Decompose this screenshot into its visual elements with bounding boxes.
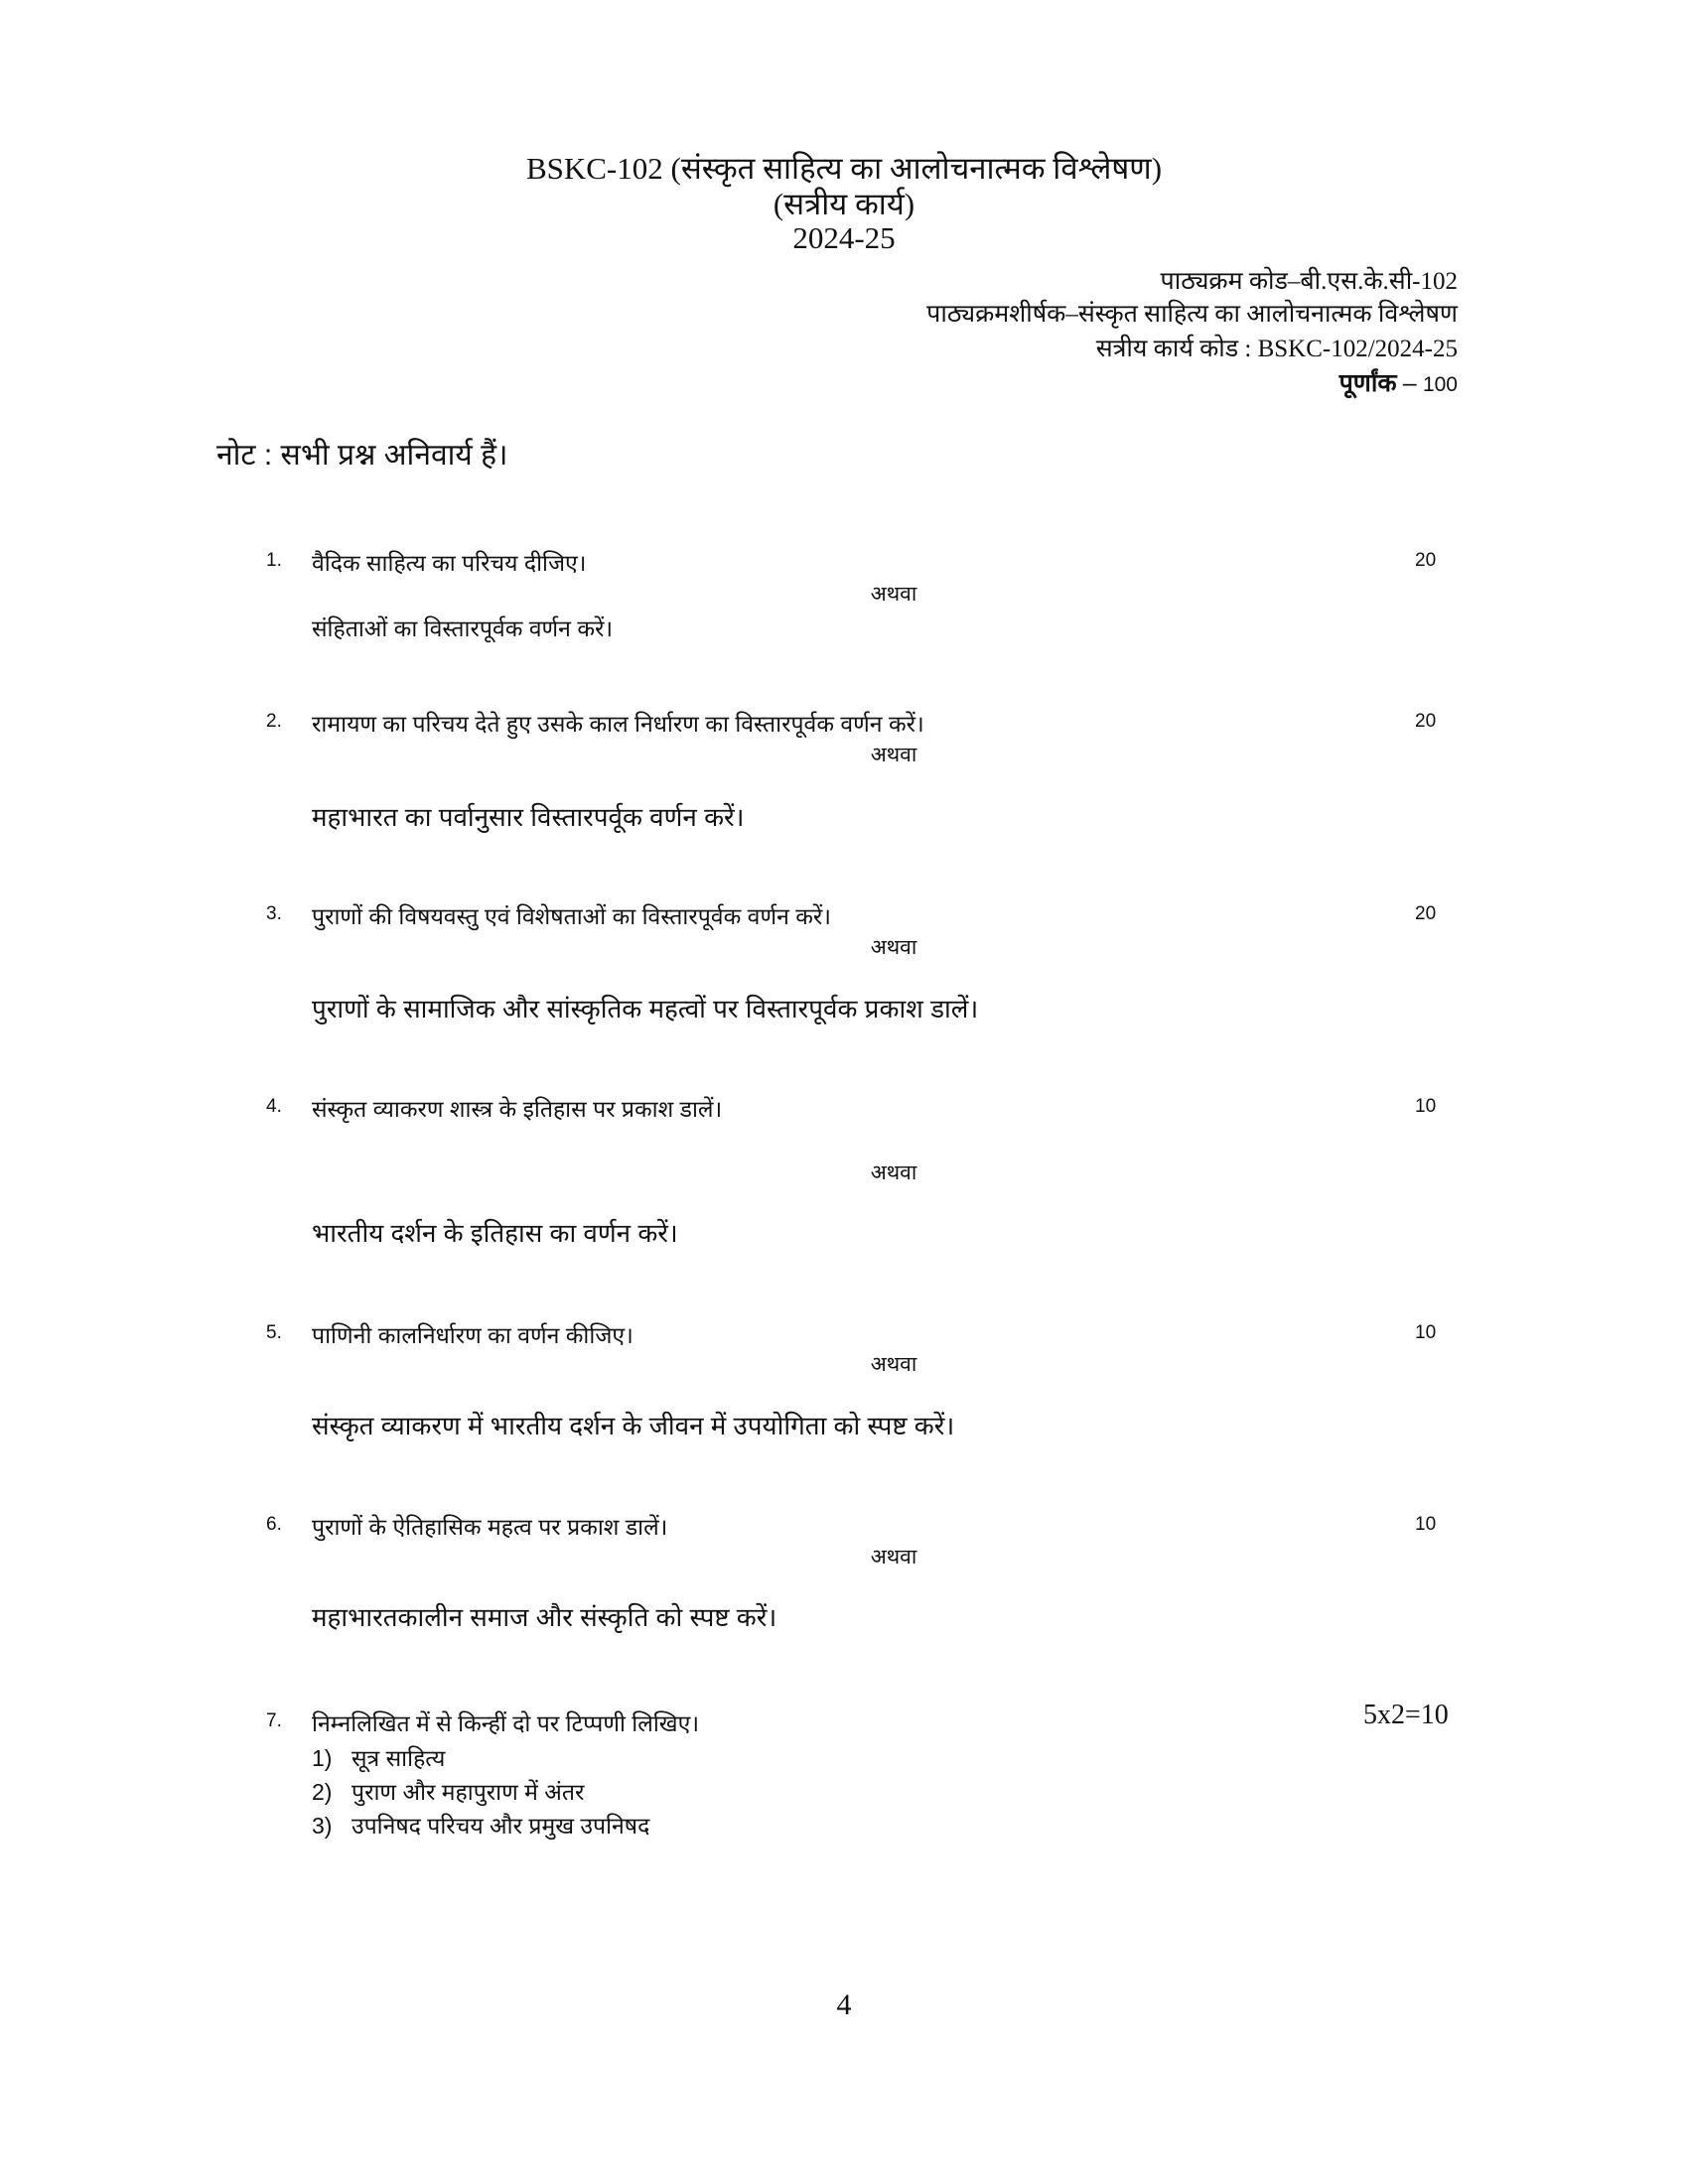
question-alternative: पुराणों के सामाजिक और सांस्कृतिक महत्वों पर विस्तारपूर्वक प्रकाश डालें। xyxy=(312,994,979,1024)
question-marks: 20 xyxy=(1415,550,1437,571)
question-text: पुराणों की विषयवस्तु एवं विशेषताओं का विस्तारपूर्वक वर्णन करें। xyxy=(312,903,832,929)
sub-item-text: पुराण और महापुराण में अंतर xyxy=(352,1779,585,1805)
question-number: 4. xyxy=(266,1096,282,1117)
question-text: पुराणों के ऐतिहासिक महत्व पर प्रकाश डालें। xyxy=(312,1514,668,1540)
question-number: 7. xyxy=(266,1710,282,1731)
question-alternative: भारतीय दर्शन के इतिहास का वर्णन करें। xyxy=(312,1218,678,1248)
question-marks: 5x2=10 xyxy=(1363,1700,1449,1730)
total-marks-label: पूर्णांक xyxy=(1338,369,1397,397)
question-text: संस्कृत व्याकरण शास्त्र के इतिहास पर प्रकाश डालें। xyxy=(312,1096,723,1122)
page-number: 4 xyxy=(836,1988,852,2021)
or-divider: अथवा xyxy=(870,1546,917,1569)
question-marks: 10 xyxy=(1415,1096,1437,1117)
question-number: 1. xyxy=(266,550,282,571)
course-title: पाठ्यक्रमशीर्षक–संस्कृत साहित्य का आलोचनात्मक विश्लेषण xyxy=(926,301,1458,328)
sub-item-number: 1) xyxy=(312,1745,333,1771)
course-code: पाठ्यक्रम कोड–बी.एस.के.सी-102 xyxy=(1160,268,1458,295)
question-number: 3. xyxy=(266,903,282,924)
total-marks xyxy=(1339,365,1458,399)
question-number: 2. xyxy=(266,711,282,732)
or-divider: अथवा xyxy=(870,936,917,959)
total-marks-sep: – xyxy=(1402,369,1417,397)
question-marks: 20 xyxy=(1415,711,1437,732)
question-text: रामायण का परिचय देते हुए उसके काल निर्धारण का विस्तारपूर्वक वर्णन करें। xyxy=(312,711,924,737)
assignment-code: सत्रीय कार्य कोड : BSKC-102/2024-25 xyxy=(1095,336,1458,362)
or-divider: अथवा xyxy=(870,583,917,606)
or-divider: अथवा xyxy=(870,1161,917,1184)
question-marks: 10 xyxy=(1415,1514,1437,1535)
sub-item-text: सूत्र साहित्य xyxy=(352,1745,446,1771)
header-subtitle: (सत्रीय कार्य) xyxy=(773,187,915,221)
sub-item-number: 2) xyxy=(312,1779,333,1805)
sub-item xyxy=(312,1809,649,1841)
instructions-note: नोट : सभी प्रश्न अनिवार्य हैं। xyxy=(216,439,508,472)
question-number: 6. xyxy=(266,1514,282,1535)
sub-item-number: 3) xyxy=(312,1813,333,1839)
question-text: निम्नलिखित में से किन्हीं दो पर टिप्पणी लिखिए। xyxy=(312,1710,700,1736)
sub-item-text: उपनिषद परिचय और प्रमुख उपनिषद xyxy=(352,1813,650,1839)
question-alternative: महाभारतकालीन समाज और संस्कृति को स्पष्ट करें। xyxy=(312,1602,777,1632)
or-divider: अथवा xyxy=(870,744,917,766)
question-text: वैदिक साहित्य का परिचय दीजिए। xyxy=(312,550,587,576)
header-title: BSKC-102 (संस्कृत साहित्य का आलोचनात्मक विश्लेषण) xyxy=(525,151,1163,186)
or-divider: अथवा xyxy=(870,1353,917,1376)
question-text: पाणिनी कालनिर्धारण का वर्णन कीजिए। xyxy=(312,1322,633,1348)
question-marks: 10 xyxy=(1415,1322,1437,1343)
sub-item xyxy=(312,1741,445,1773)
question-alternative: संस्कृत व्याकरण में भारतीय दर्शन के जीवन में उपयोगिता को स्पष्ट करें। xyxy=(312,1411,955,1440)
question-alternative: महाभारत का पर्वानुसार विस्तारपर्वूक वर्णन करें। xyxy=(312,802,745,832)
total-marks-value: 100 xyxy=(1422,373,1458,396)
header-year: 2024-25 xyxy=(792,220,896,255)
question-alternative: संहिताओं का विस्तारपूर्वक वर्णन करें। xyxy=(312,615,614,641)
sub-item xyxy=(312,1775,584,1807)
question-marks: 20 xyxy=(1415,903,1437,924)
question-number: 5. xyxy=(266,1322,282,1343)
